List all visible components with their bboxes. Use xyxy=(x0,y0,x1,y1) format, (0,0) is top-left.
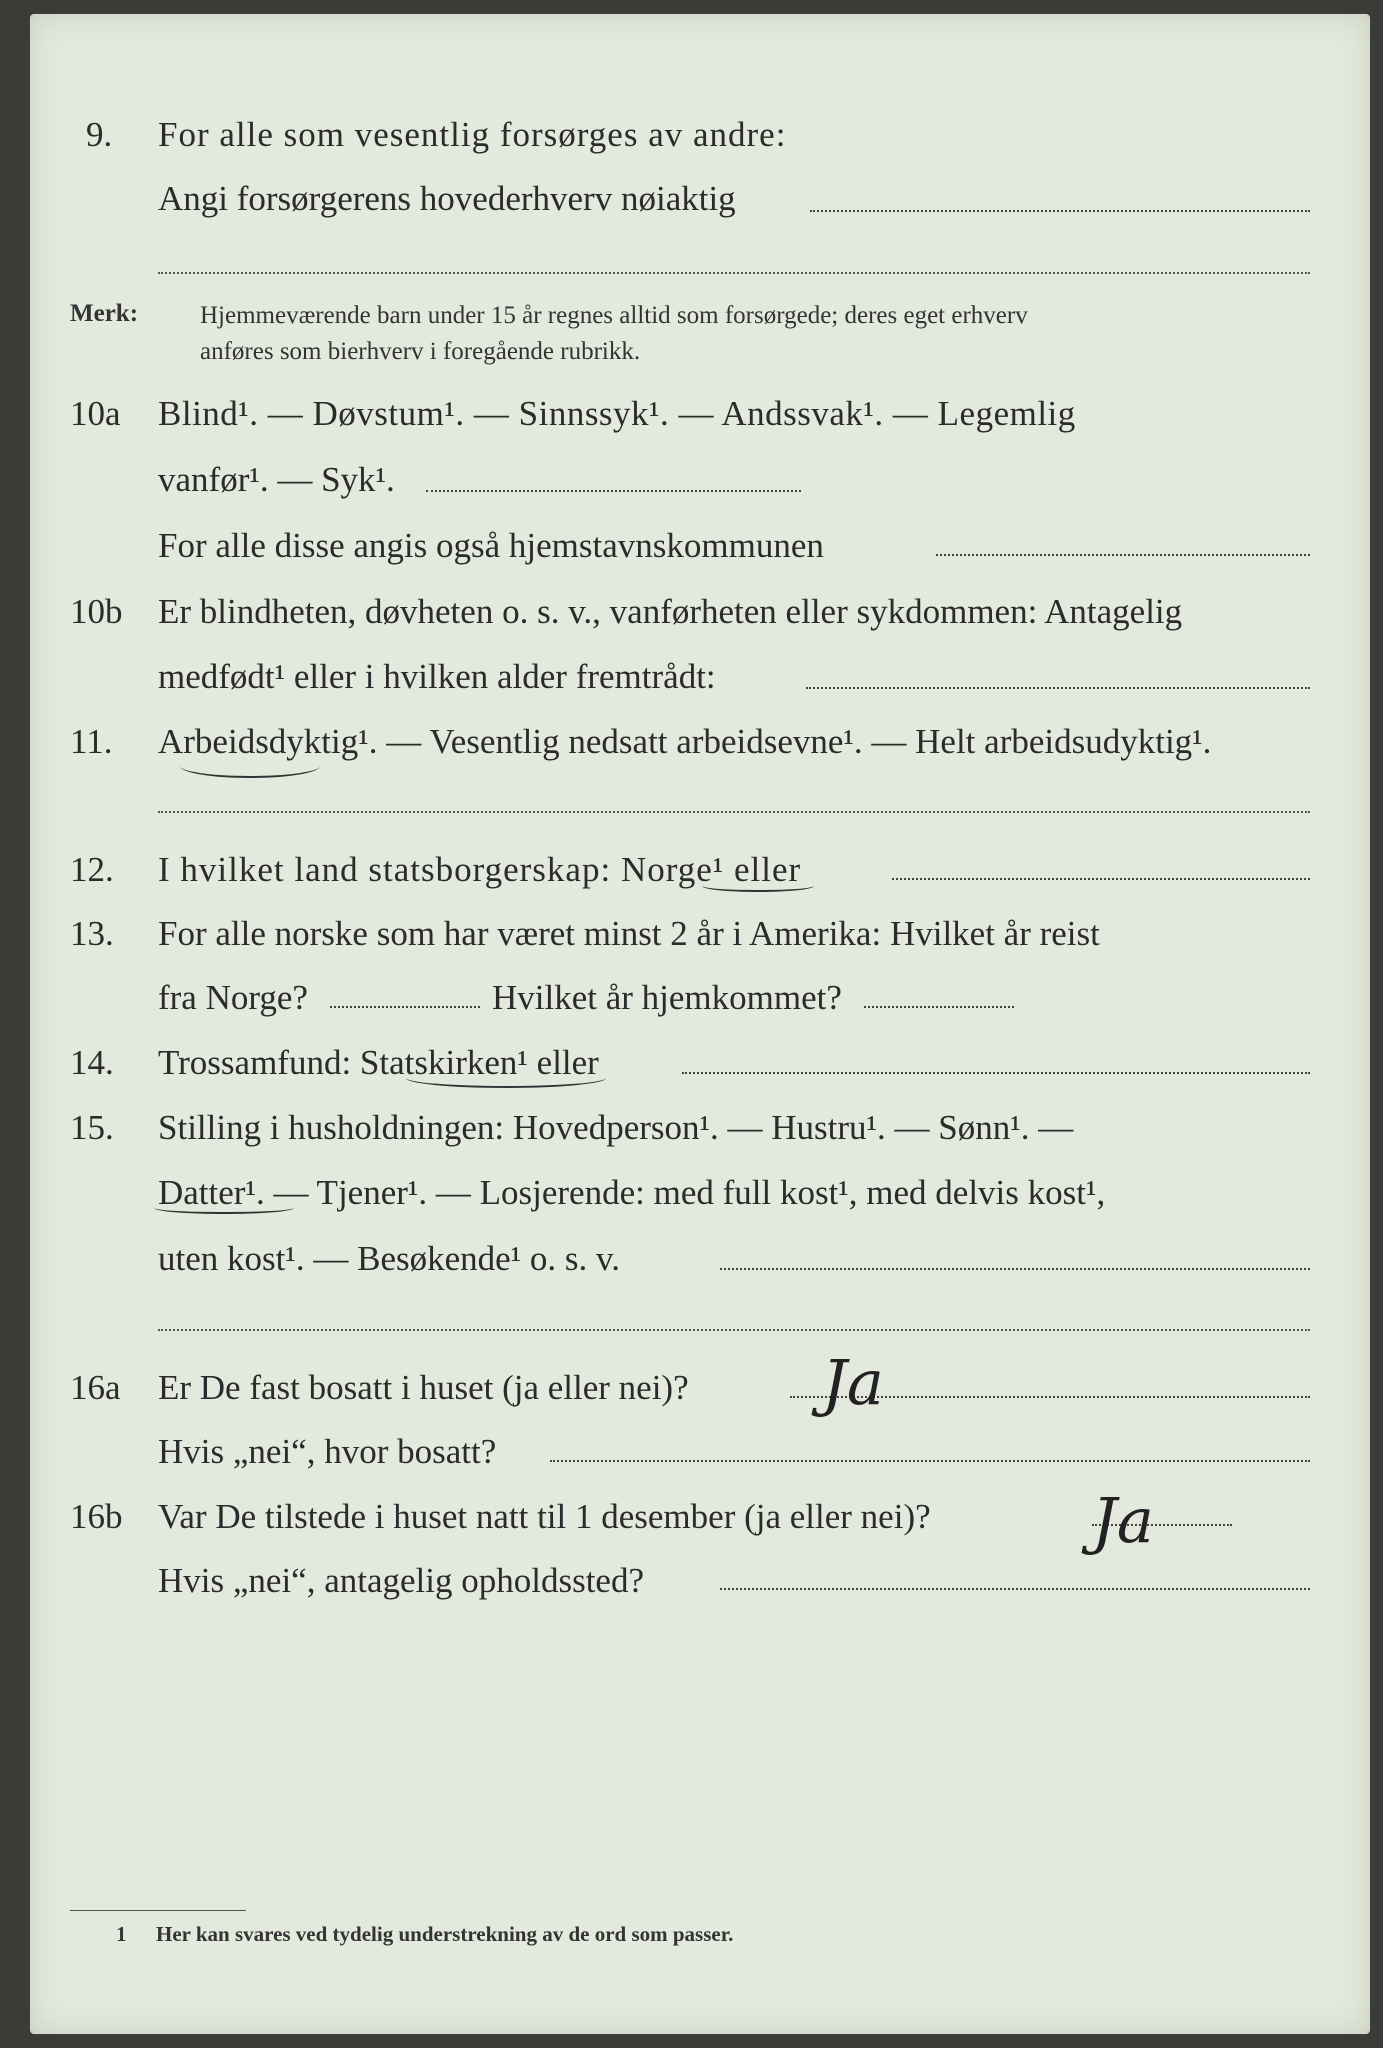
q12-number: 12. xyxy=(70,850,114,889)
form-page xyxy=(30,14,1370,2034)
q13-reist-line[interactable] xyxy=(330,1006,480,1008)
q16a-line2: Hvis „nei“, hvor bosatt? xyxy=(158,1432,497,1471)
q10a-kommune-line[interactable] xyxy=(936,554,1310,556)
q10a-line3: For alle disse angis også hjemstavnskommunen xyxy=(158,526,824,565)
q13-line1: For alle norske som har været minst 2 år i Amerika: Hvilket år reist xyxy=(158,914,1100,953)
q10b-line1: Er blindheten, døvheten o. s. v., vanførheten eller sykdommen: Antagelig xyxy=(158,592,1183,631)
q9-line1: For alle som vesentlig forsørges av andre: xyxy=(158,115,787,154)
q15-answer-line[interactable] xyxy=(720,1268,1310,1270)
q11-number: 11. xyxy=(70,722,113,761)
merk-line2: anføres som bierhverv i foregående rubrikk. xyxy=(200,338,641,365)
q12-handwritten-underline xyxy=(702,880,814,892)
q15-line3: uten kost¹. — Besøkende¹ o. s. v. xyxy=(158,1239,621,1278)
q14-line1: Trossamfund: Statskirken¹ eller xyxy=(158,1043,599,1082)
q15-line2: Datter¹. — Tjener¹. — Losjerende: med full kost¹, med delvis kost¹, xyxy=(158,1173,1106,1212)
q13-hjemkommet-line[interactable] xyxy=(864,1006,1014,1008)
q13-line2b: Hvilket år hjemkommet? xyxy=(492,978,842,1017)
q11-handwritten-underline xyxy=(180,754,320,778)
q16a-number: 16a xyxy=(70,1368,121,1407)
q16a-line1: Er De fast bosatt i huset (ja eller nei)? xyxy=(158,1368,689,1407)
q15-handwritten-underline xyxy=(154,1202,294,1214)
q11-answer-line[interactable] xyxy=(158,811,1310,813)
q14-answer-line[interactable] xyxy=(682,1072,1310,1074)
merk-label: Merk: xyxy=(70,300,139,327)
footnote-text: Her kan svares ved tydelig understrekning av de ord som passer. xyxy=(156,1922,734,1946)
q13-number: 13. xyxy=(70,914,114,953)
q10b-answer-line[interactable] xyxy=(806,687,1310,689)
q10a-syk-line[interactable] xyxy=(426,490,801,492)
q12-answer-line[interactable] xyxy=(892,878,1310,880)
q9-answer-line[interactable] xyxy=(810,210,1310,212)
q16b-line2: Hvis „nei“, antagelig opholdssted? xyxy=(158,1561,644,1600)
q14-handwritten-underline xyxy=(406,1068,606,1088)
q15-line1: Stilling i husholdningen: Hovedperson¹. — Hustru¹. — Sønn¹. — xyxy=(158,1108,1074,1147)
q9-line2: Angi forsørgerens hovederhverv nøiaktig xyxy=(158,179,736,218)
q9-number: 9. xyxy=(86,115,113,154)
q9-extra-line[interactable] xyxy=(158,272,1310,274)
q11-line1: Arbeidsdyktig¹. — Vesentlig nedsatt arbeidsevne¹. — Helt arbeidsudyktig¹. xyxy=(158,722,1212,761)
q15-extra-line[interactable] xyxy=(158,1329,1310,1331)
q10b-number: 10b xyxy=(70,592,123,631)
q10a-line2: vanfør¹. — Syk¹. xyxy=(158,460,395,499)
q10a-number: 10a xyxy=(70,394,121,433)
q12-line1: I hvilket land statsborgerskap: Norge¹ eller xyxy=(158,850,802,889)
q16b-opholdssted-line[interactable] xyxy=(720,1588,1310,1590)
footnote-rule xyxy=(70,1910,246,1911)
q10a-line1: Blind¹. — Døvstum¹. — Sinnssyk¹. — Andssvak¹. — Legemlig xyxy=(158,394,1076,433)
q16b-line1: Var De tilstede i huset natt til 1 desember (ja eller nei)? xyxy=(158,1497,931,1536)
q16b-handwritten-answer: Ja xyxy=(1092,1484,1154,1557)
q16b-number: 16b xyxy=(70,1497,123,1536)
q13-line2a: fra Norge? xyxy=(158,978,308,1017)
footnote-marker: 1 xyxy=(116,1922,127,1946)
q10b-line2: medfødt¹ eller i hvilken alder fremtrådt: xyxy=(158,657,716,696)
q15-number: 15. xyxy=(70,1108,114,1147)
q14-number: 14. xyxy=(70,1043,114,1082)
q16a-handwritten-answer: Ja xyxy=(822,1346,884,1419)
q16a-bosatt-line[interactable] xyxy=(550,1460,1310,1462)
merk-line1: Hjemmeværende barn under 15 år regnes alltid som forsørgede; deres eget erhverv xyxy=(200,302,1028,329)
